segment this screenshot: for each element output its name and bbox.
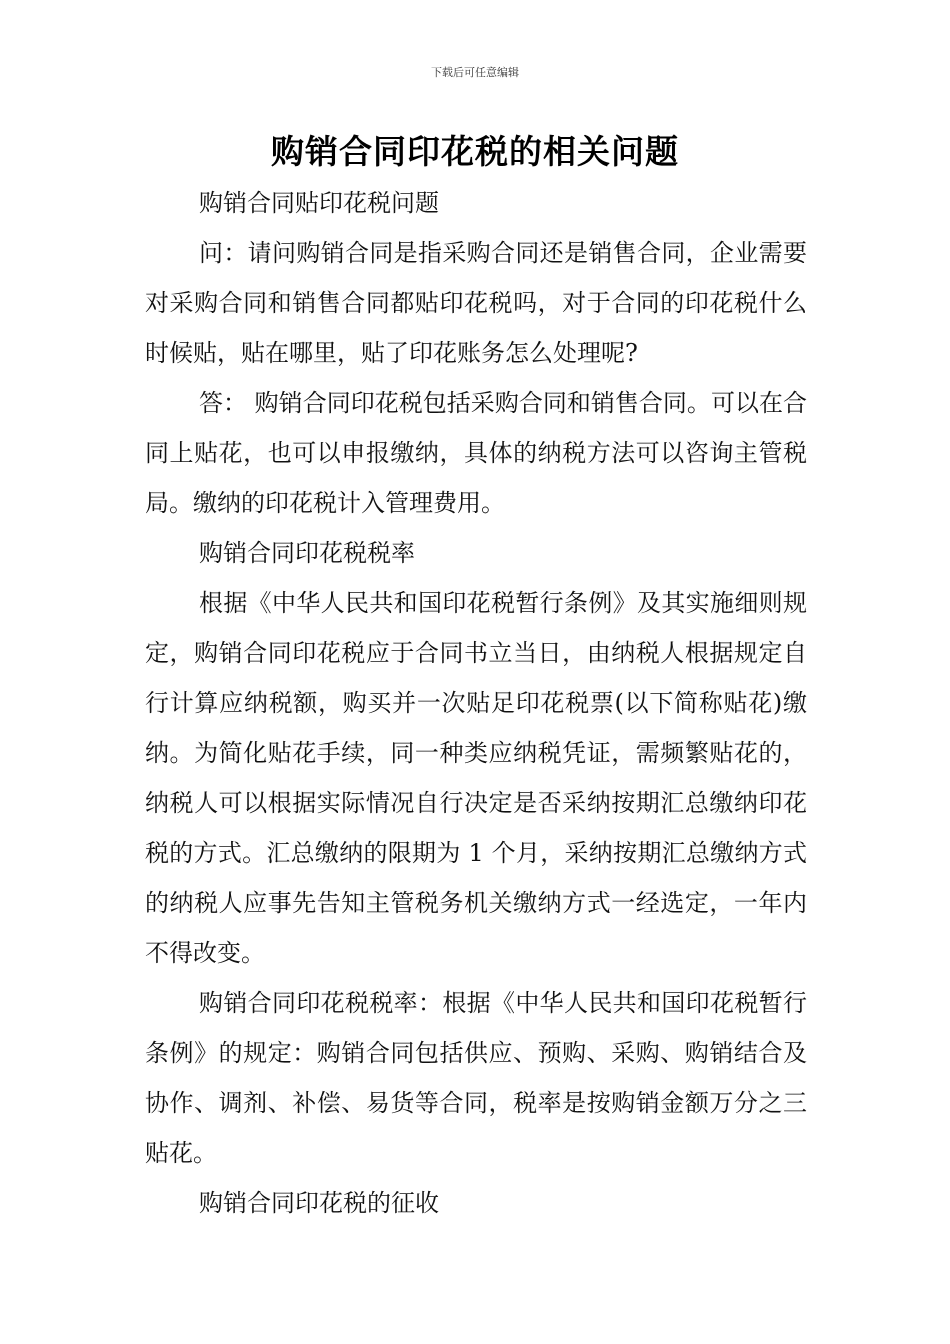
document-body: [145, 178, 807, 1228]
section-heading-tax-rate: 购销合同印花税税率: [199, 539, 415, 567]
regulation-paragraph: 根据《中华人民共和国印花税暂行条例》及其实施细则规定，购销合同印花税应于合同书立当日，由纳税人根据规定自行计算应纳税额，购买并一次贴足印花税票(以下简称贴花)缴纳。为简化贴花手续，同一种类应纳税凭证，需频繁贴花的，纳税人可以根据实际情况自行决定是否采纳按期汇总缴纳印花税的方式。汇总缴纳的限期为 1 个月，采纳按期汇总缴纳方式的纳税人应事先告知主管税务机关缴纳方式一经选定，一年内不得改变。: [145, 589, 807, 967]
question-paragraph: 问：请问购销合同是指采购合同还是销售合同，企业需要对采购合同和销售合同都贴印花税吗，对于合同的印花税什么时候贴，贴在哪里，贴了印花账务怎么处理呢?: [145, 239, 807, 367]
header-note: 下载后可任意编辑: [431, 66, 519, 79]
section-heading-collection: 购销合同印花税的征收: [199, 1189, 439, 1217]
answer-paragraph: 答： 购销合同印花税包括采购合同和销售合同。可以在合同上贴花，也可以申报缴纳，具体的纳税方法可以咨询主管税局。缴纳的印花税计入管理费用。: [145, 389, 807, 517]
page-title: 购销合同印花税的相关问题: [271, 132, 679, 171]
tax-rate-paragraph: 购销合同印花税税率：根据《中华人民共和国印花税暂行条例》的规定：购销合同包括供应、预购、采购、购销结合及协作、调剂、补偿、易货等合同，税率是按购销金额万分之三贴花。: [145, 989, 807, 1167]
section-heading-stamp-duty-issue: 购销合同贴印花税问题: [199, 189, 439, 217]
